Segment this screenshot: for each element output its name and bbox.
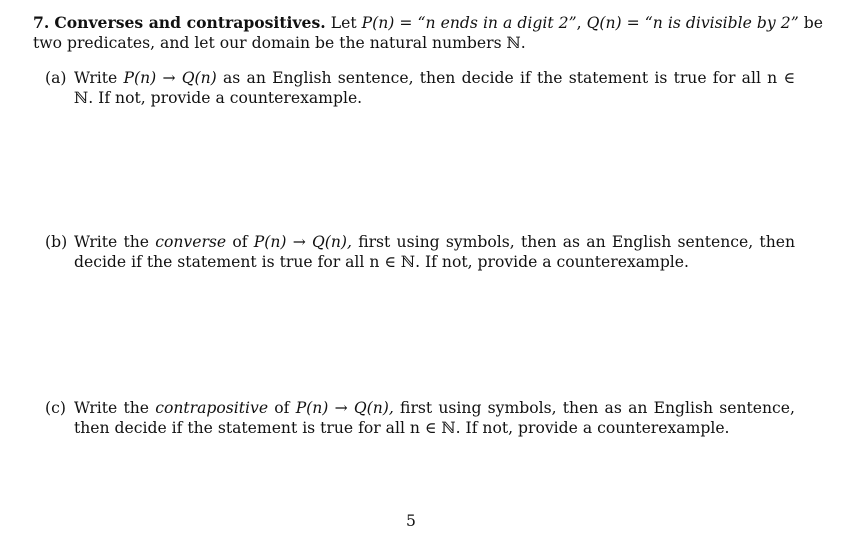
subquestion-label: (c) bbox=[45, 399, 66, 417]
predicate-q-definition: Q(n) = “n is divisible by 2” bbox=[586, 14, 799, 32]
keyword-contrapositive: contrapositive bbox=[155, 399, 269, 417]
implication-formula: P(n) → Q(n), bbox=[295, 399, 394, 417]
problem-number: 7. bbox=[33, 13, 50, 32]
subquestion-connector: of bbox=[274, 399, 290, 417]
subquestion-b bbox=[45, 232, 795, 272]
subquestion-lead: Write the bbox=[74, 233, 150, 251]
subquestion-lead: Write bbox=[74, 69, 118, 87]
predicate-p-definition: P(n) = “n ends in a digit 2” bbox=[361, 14, 577, 32]
subquestion-label: (b) bbox=[45, 233, 68, 251]
subquestion-instructions: first using symbols, then as an English sentence, then decide if the statement is true for all n ∈ ℕ. If not, provide a counterexample. bbox=[74, 233, 796, 271]
subquestion-lead: Write the bbox=[74, 399, 150, 417]
page-number: 5 bbox=[406, 512, 416, 530]
implication-formula: P(n) → Q(n) bbox=[123, 69, 217, 87]
subquestion-c bbox=[45, 398, 795, 438]
problem-title: Converses and contrapositives. bbox=[54, 13, 326, 32]
subquestion-label: (a) bbox=[45, 69, 67, 87]
intro-lead: Let bbox=[330, 14, 357, 32]
implication-formula: P(n) → Q(n), bbox=[253, 233, 352, 251]
intro-continuation: be two predicates, and let our domain be the natural numbers ℕ. bbox=[33, 14, 823, 52]
subquestion-instructions: first using symbols, then as an English sentence, then decide if the statement is true for all n ∈ ℕ. If not, provide a counterexample. bbox=[74, 399, 795, 437]
subquestion-text bbox=[74, 232, 795, 272]
problem-statement: 7. Converses and contrapositives. Let P(n) = “n ends in a digit 2”, Q(n) = “n is divisible by 2” be two predicates, and let our domain be the natural numbers ℕ. bbox=[33, 13, 823, 52]
subquestion-connector: of bbox=[232, 233, 248, 251]
keyword-converse: converse bbox=[155, 233, 227, 251]
subquestion-a bbox=[45, 68, 795, 108]
subquestion-instructions: as an English sentence, then decide if the statement is true for all n ∈ ℕ. If not, provide a counterexample. bbox=[74, 69, 795, 107]
subquestion-text bbox=[74, 398, 795, 438]
subquestion-text bbox=[74, 68, 795, 108]
